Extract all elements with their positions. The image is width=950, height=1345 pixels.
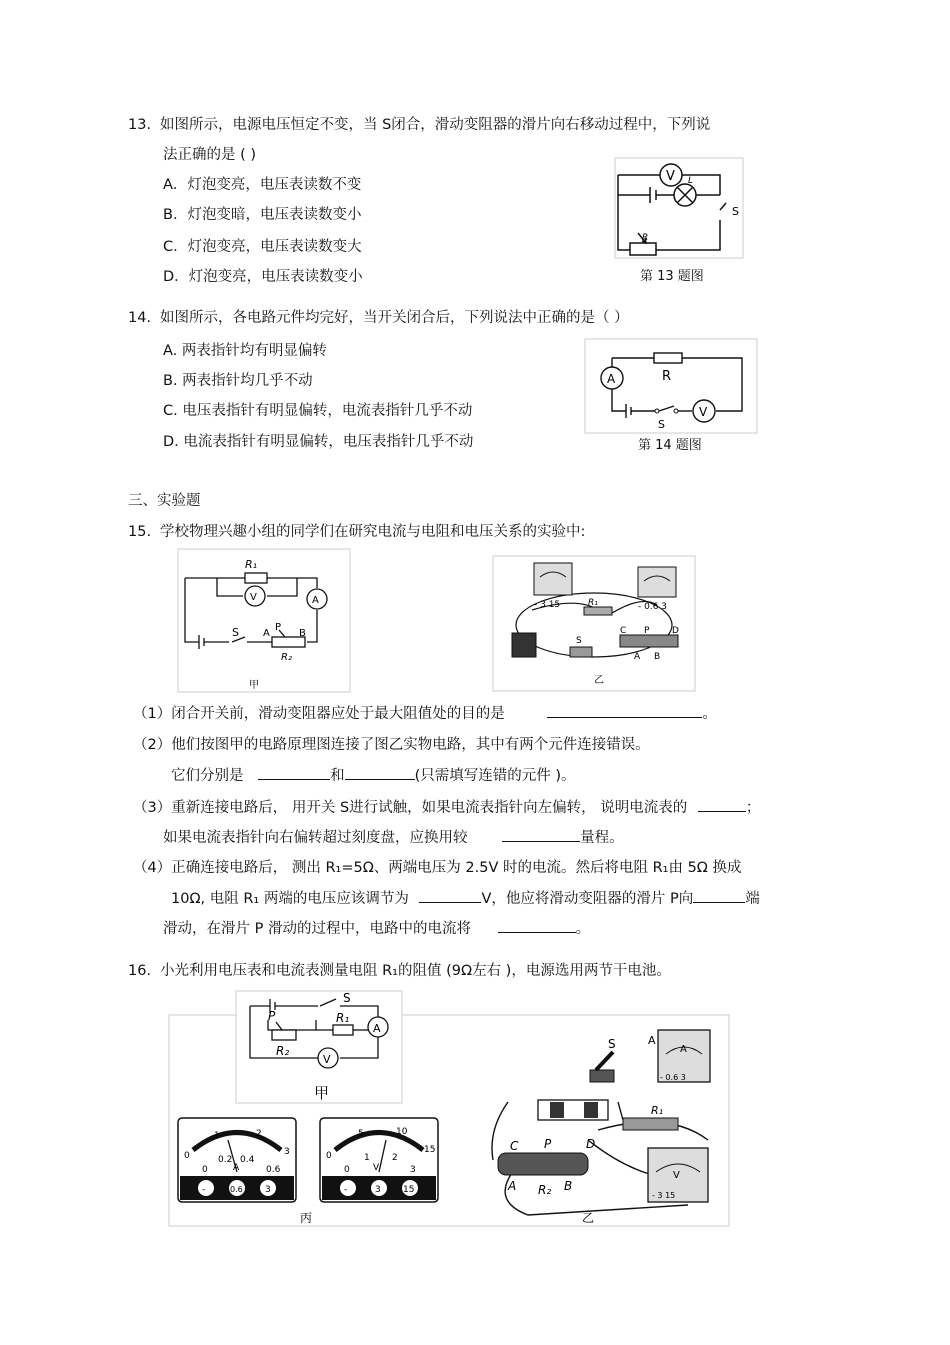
- q15-stem: 学校物理兴趣小组的同学们在研究电流与电阻和电压关系的实验中:: [160, 524, 586, 540]
- q15-part3-line2: [163, 827, 624, 848]
- q15-part3: [133, 797, 760, 818]
- q15-part4-blank-1[interactable]: [419, 888, 481, 903]
- q15-yi-switch: [570, 647, 592, 657]
- q15-yi-voltmeter-terms: - 3 15: [534, 600, 561, 610]
- q15-part3-blank-2[interactable]: [502, 827, 580, 842]
- q13-caption: 第 13 题图: [640, 269, 704, 284]
- q16-yi-switch-lever: [596, 1052, 613, 1070]
- q15-yi-switch-label: S: [576, 636, 582, 646]
- q16-voltmeter-unit: V: [373, 1163, 380, 1173]
- q16-jia-switch-label: S: [343, 991, 351, 1005]
- q16-figure-panel: [168, 990, 730, 1228]
- q15-part2-text-a: 它们分别是: [171, 768, 244, 784]
- q15-jia-r1-label: R₁: [245, 558, 258, 571]
- q16-yi-voltmeter-unit: V: [673, 1170, 680, 1181]
- q16-voltmeter-term-0: -: [344, 1185, 348, 1195]
- q15-yi-battery: [512, 633, 536, 657]
- q15-jia-ammeter-label: A: [312, 595, 319, 606]
- q16-yi-r2-label: R₂: [538, 1183, 552, 1197]
- q14-ammeter-label: A: [607, 372, 616, 386]
- q15-yi-c-label: C: [620, 626, 627, 636]
- q13-switch-label: S: [732, 205, 739, 218]
- q14-option-a[interactable]: A. 两表指针均有明显偏转: [163, 343, 327, 359]
- q16-yi-d-label: D: [586, 1137, 596, 1151]
- q15-circuit-jia: [177, 548, 352, 693]
- q16-ammeter-top-2: 2: [256, 1129, 262, 1139]
- q16-jia-r1-label: R₁: [336, 1011, 350, 1025]
- q15-part2-blank-1[interactable]: [258, 765, 330, 780]
- q14-circuit-diagram: [584, 338, 759, 434]
- section-3-heading: 三、实验题: [128, 493, 201, 509]
- q15-jia-voltmeter-label: V: [250, 592, 257, 603]
- q15-yi-p-label: P: [644, 626, 650, 636]
- q16-yi-p-label: P: [544, 1137, 552, 1151]
- q15-part3-end: ；: [745, 800, 761, 816]
- q16-voltmeter-term-1: 3: [375, 1185, 381, 1195]
- q16-yi-ammeter-unit: A: [680, 1044, 687, 1055]
- q15-part4-text-c: 端: [745, 891, 760, 907]
- q15-part1-blank[interactable]: [547, 703, 702, 718]
- q13-circuit-diagram: [612, 155, 747, 260]
- q16-yi-c-label: C: [510, 1139, 519, 1153]
- q16-jia-p-label: P: [268, 1009, 276, 1023]
- q13-option-b[interactable]: B．灯泡变暗，电压表读数变小: [163, 207, 362, 223]
- q13-stem-cont: 法正确的是 ( ): [163, 147, 257, 163]
- q15-yi-a-label: A: [634, 652, 641, 662]
- q15-yi-ammeter: [638, 567, 676, 597]
- q16-yi-voltmeter-terms: - 3 15: [652, 1191, 676, 1200]
- q15-yi-d-label: D: [672, 626, 679, 636]
- q15-number: 15.: [128, 524, 152, 540]
- q15-part4-text-b: V，他应将滑动变阻器的滑片 P向: [481, 891, 694, 907]
- q15-part3-text: （3）重新连接电路后， 用开关 S进行试触，如果电流表指针向左偏转， 说明电流表的: [133, 800, 688, 816]
- q15-part2-text-b: 和: [330, 768, 345, 784]
- q15-part1-end: 。: [702, 706, 717, 722]
- q15-part4: （4）正确连接电路后， 测出 R₁=5Ω、两端电压为 2.5V 时的电流。然后将电阻 R₁由 5Ω 换成: [133, 860, 742, 876]
- q13-stem: 如图所示，电源电压恒定不变，当 S闭合，滑动变阻器的滑片向右移动过程中，下列说: [160, 117, 711, 133]
- q16-jia-ammeter-label: A: [373, 1022, 381, 1035]
- q14-option-d[interactable]: D. 电流表指针有明显偏转，电压表指针几乎不动: [163, 434, 474, 450]
- q16-yi-switch: [590, 1070, 614, 1082]
- q16-jia-resistor: [333, 1025, 353, 1035]
- q16-voltmeter-mid-1: 1: [364, 1153, 370, 1163]
- q15-part2-line2: [171, 765, 576, 786]
- q14-voltmeter-label: V: [699, 405, 708, 419]
- q15-yi-b-label: B: [654, 652, 661, 662]
- q16-voltmeter-mid-2: 2: [392, 1153, 398, 1163]
- q13-lamp-label: L: [688, 176, 694, 186]
- q15-part2-blank-2[interactable]: [345, 765, 415, 780]
- q13-option-a[interactable]: A．灯泡变亮，电压表读数不变: [163, 177, 362, 193]
- q14-caption: 第 14 题图: [638, 438, 702, 453]
- q14-number: 14.: [128, 310, 152, 326]
- q16-yi-a-label: A: [508, 1179, 517, 1193]
- q15-yi-ammeter-terms: - 0.6 3: [638, 602, 668, 612]
- q15-part2: （2）他们按图甲的电路原理图连接了图乙实物电路，其中有两个元件连接错误。: [133, 737, 650, 753]
- q15-part4-end: 。: [575, 921, 591, 937]
- q16-yi-resistor: [623, 1118, 678, 1130]
- q16-bing-caption: 丙: [300, 1211, 313, 1225]
- q16-yi-r1-label: R₁: [651, 1104, 664, 1117]
- q16-voltmeter-top-3: 15: [424, 1145, 436, 1155]
- q16-yi-ammeter-side-label: A: [648, 1034, 656, 1047]
- q15-part1-text: （1）闭合开关前，滑动变阻器应处于最大阻值处的目的是: [133, 706, 505, 722]
- q15-part3-blank-1[interactable]: [698, 797, 746, 812]
- q13-rheostat-label: R: [642, 233, 649, 243]
- q16-yi-b-label: B: [564, 1179, 573, 1193]
- q15-yi-r1-label: R₁: [588, 598, 598, 608]
- q14-option-b[interactable]: B. 两表指针均几乎不动: [163, 373, 313, 389]
- q15-jia-caption: 甲: [249, 680, 259, 691]
- q16-yi-switch-label: S: [608, 1037, 616, 1051]
- q15-jia-a-label: A: [263, 628, 270, 639]
- q16-jia-voltmeter-label: V: [323, 1053, 331, 1066]
- q13-option-c[interactable]: C．灯泡变亮，电压表读数变大: [163, 239, 362, 255]
- q16-ammeter-term-0: -: [202, 1185, 206, 1195]
- q16-jia-caption: 甲: [314, 1084, 330, 1102]
- q14-option-c[interactable]: C. 电压表指针有明显偏转，电流表指针几乎不动: [163, 403, 473, 419]
- q13-voltmeter-label: V: [666, 169, 675, 184]
- q16-voltmeter-term-2: 15: [403, 1185, 415, 1195]
- q15-part3-end-b: 量程。: [580, 830, 624, 846]
- q16-ammeter-mid-1: 0.2: [218, 1155, 233, 1165]
- q16-yi-ammeter-terms: - 0.6 3: [660, 1073, 686, 1082]
- q16-ammeter-term-2: 3: [265, 1185, 271, 1195]
- q15-part1: [133, 703, 717, 724]
- q16-yi-caption: 乙: [582, 1211, 595, 1225]
- q16-voltmeter-mid-3: 3: [410, 1165, 416, 1175]
- q16-stem: 小光利用电压表和电流表测量电阻 R₁的阻值 (9Ω左右 )，电源选用两节干电池。: [160, 963, 671, 979]
- q16-jia-rheostat: [272, 1030, 296, 1040]
- q15-jia-p-label: P: [275, 622, 282, 633]
- q15-part4-line2: [171, 888, 760, 909]
- q15-part4-text-a: 10Ω, 电阻 R₁ 两端的电压应该调节为: [171, 891, 409, 907]
- q15-yi-caption: 乙: [594, 675, 604, 686]
- q16-ammeter-top-1: 1: [214, 1131, 220, 1141]
- q16-voltmeter-top-0: 0: [326, 1151, 332, 1161]
- q15-part2-text-c: (只需填写连错的元件 )。: [414, 768, 576, 784]
- q15-yi-voltmeter: [534, 563, 572, 595]
- q16-ammeter-top-0: 0: [184, 1151, 190, 1161]
- q15-circuit-yi: [492, 555, 697, 692]
- q15-part4-text-d: 滑动，在滑片 P 滑动的过程中，电路中的电流将: [163, 921, 471, 937]
- q14-switch-contact: [655, 409, 659, 413]
- q16-ammeter-unit: A: [233, 1163, 240, 1173]
- q14-resistor-label: R: [662, 369, 672, 384]
- q14-stem: 如图所示，各电路元件均完好，当开关闭合后，下列说法中正确的是（ ）: [160, 310, 629, 326]
- q16-yi-rheostat: [498, 1153, 588, 1175]
- q16-ammeter-mid-2: 0.4: [240, 1155, 255, 1165]
- q16-ammeter-top-3: 3: [284, 1147, 290, 1157]
- q15-yi-rheostat: [620, 635, 678, 647]
- q16-ammeter-mid-3: 0.6: [266, 1165, 281, 1175]
- q16-voltmeter-top-1: 5: [358, 1129, 364, 1139]
- q15-jia-b-label: B: [299, 628, 306, 639]
- q15-jia-switch-label: S: [232, 626, 239, 639]
- q15-part3-text-b: 如果电流表指针向右偏转超过刻度盘，应换用较: [163, 830, 468, 846]
- q13-option-d[interactable]: D．灯泡变亮，电压表读数变小: [163, 269, 363, 285]
- q16-yi-battery-cell-1: [550, 1102, 564, 1118]
- q15-yi-resistor: [584, 607, 612, 615]
- q16-number: 16.: [128, 963, 152, 979]
- q16-ammeter-mid-0: 0: [202, 1165, 208, 1175]
- q16-voltmeter-mid-0: 0: [344, 1165, 350, 1175]
- q14-switch-label: S: [658, 418, 665, 431]
- q16-ammeter-term-1: 0.6: [230, 1185, 243, 1194]
- q13-number: 13.: [128, 117, 152, 133]
- q15-jia-r2-label: R₂: [281, 652, 292, 663]
- q16-jia-r2-label: R₂: [276, 1044, 290, 1058]
- q16-yi-battery-cell-2: [584, 1102, 598, 1118]
- q16-voltmeter-top-2: 10: [396, 1127, 408, 1137]
- q15-part4-line3: [163, 918, 590, 939]
- q15-part4-blank-2[interactable]: [693, 888, 745, 903]
- q15-part4-blank-3[interactable]: [498, 918, 576, 933]
- q14-switch-contact-2: [674, 409, 678, 413]
